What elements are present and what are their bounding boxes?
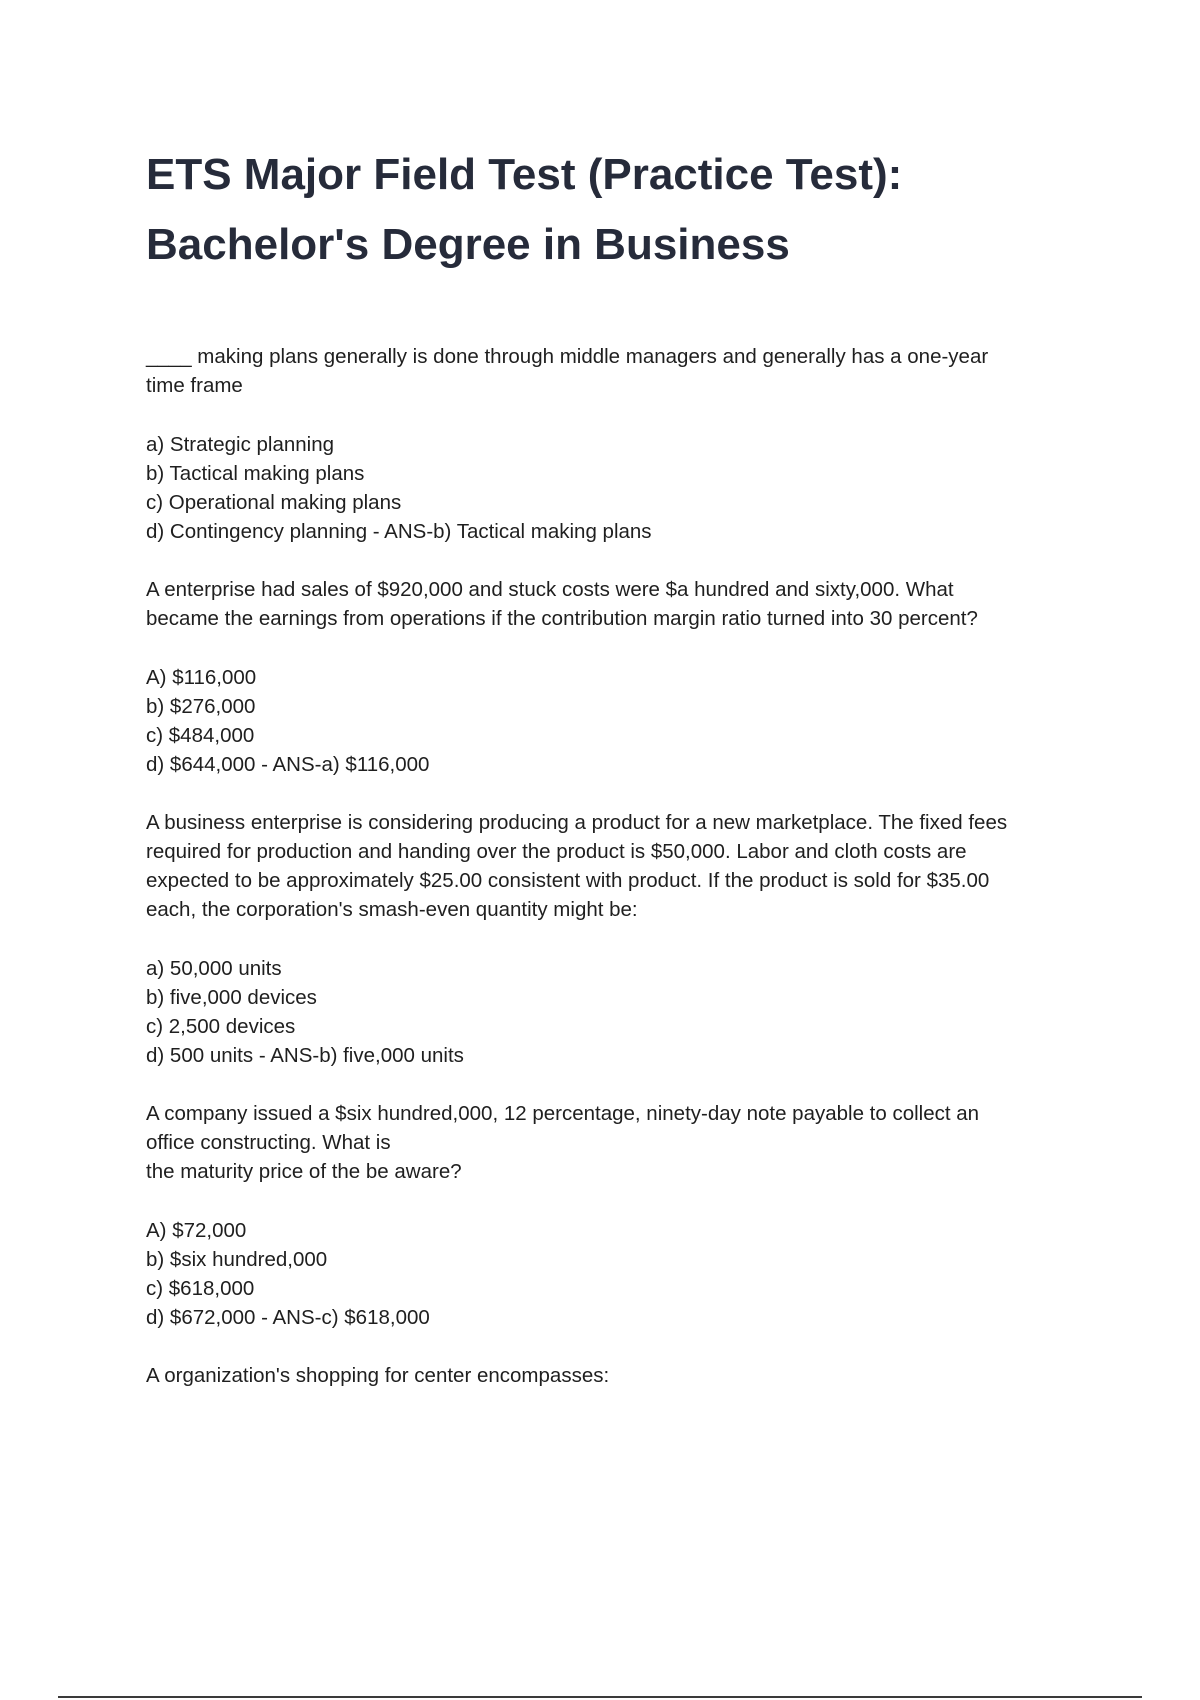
title-line-2: Bachelor's Degree in Business	[146, 220, 790, 269]
question-line: office constructing. What is	[146, 1131, 391, 1154]
answer-option: d) $644,000 - ANS-a) $116,000	[146, 753, 430, 776]
question-line: expected to be approximately $25.00 consistent with product. If the product is sold for $35.00	[146, 869, 990, 892]
answer-option: c) 2,500 devices	[146, 1015, 296, 1038]
answer-options	[146, 663, 1086, 779]
answer-option: A) $72,000	[146, 1219, 247, 1242]
answer-option: a) Strategic planning	[146, 433, 335, 456]
answer-option: d) Contingency planning - ANS-b) Tactical making plans	[146, 520, 652, 543]
document-title	[146, 140, 1106, 280]
question-text	[146, 808, 1086, 924]
question-text	[146, 1099, 1086, 1186]
answer-option: c) Operational making plans	[146, 491, 402, 514]
question-line: A company issued a $six hundred,000, 12 percentage, ninety-day note payable to collect an	[146, 1102, 980, 1125]
question-line: ____ making plans generally is done through middle managers and generally has a one-year	[146, 345, 989, 368]
question-list	[146, 342, 1086, 1420]
footer-divider	[58, 1696, 1142, 1698]
title-line-1: ETS Major Field Test (Practice Test):	[146, 150, 903, 199]
question-line: required for production and handing over the product is $50,000. Labor and cloth costs are	[146, 840, 967, 863]
question-text	[146, 342, 1086, 400]
answer-option: A) $116,000	[146, 666, 257, 689]
question-item-1	[146, 342, 1086, 546]
question-text	[146, 575, 1086, 633]
answer-option: d) 500 units - ANS-b) five,000 units	[146, 1044, 464, 1067]
question-item-4	[146, 1099, 1086, 1332]
answer-option: b) five,000 devices	[146, 986, 317, 1009]
answer-option: d) $672,000 - ANS-c) $618,000	[146, 1306, 430, 1329]
question-line: time frame	[146, 374, 243, 397]
answer-option: b) $276,000	[146, 695, 256, 718]
answer-options	[146, 1216, 1086, 1332]
question-item-2	[146, 575, 1086, 779]
question-item-3	[146, 808, 1086, 1070]
answer-option: b) Tactical making plans	[146, 462, 365, 485]
question-text	[146, 1361, 1086, 1390]
question-line: the maturity price of the be aware?	[146, 1160, 462, 1183]
answer-options	[146, 430, 1086, 546]
answer-option: a) 50,000 units	[146, 957, 282, 980]
question-item-5	[146, 1361, 1086, 1390]
answer-options	[146, 954, 1086, 1070]
question-line: each, the corporation's smash-even quantity might be:	[146, 898, 638, 921]
answer-option: b) $six hundred,000	[146, 1248, 328, 1271]
answer-option: c) $618,000	[146, 1277, 255, 1300]
answer-option: c) $484,000	[146, 724, 255, 747]
question-line: A business enterprise is considering producing a product for a new marketplace. The fixed fees	[146, 811, 1008, 834]
question-line: A organization's shopping for center encompasses:	[146, 1364, 610, 1387]
question-line: became the earnings from operations if the contribution margin ratio turned into 30 percent?	[146, 607, 978, 630]
question-line: A enterprise had sales of $920,000 and stuck costs were $a hundred and sixty,000. What	[146, 578, 954, 601]
